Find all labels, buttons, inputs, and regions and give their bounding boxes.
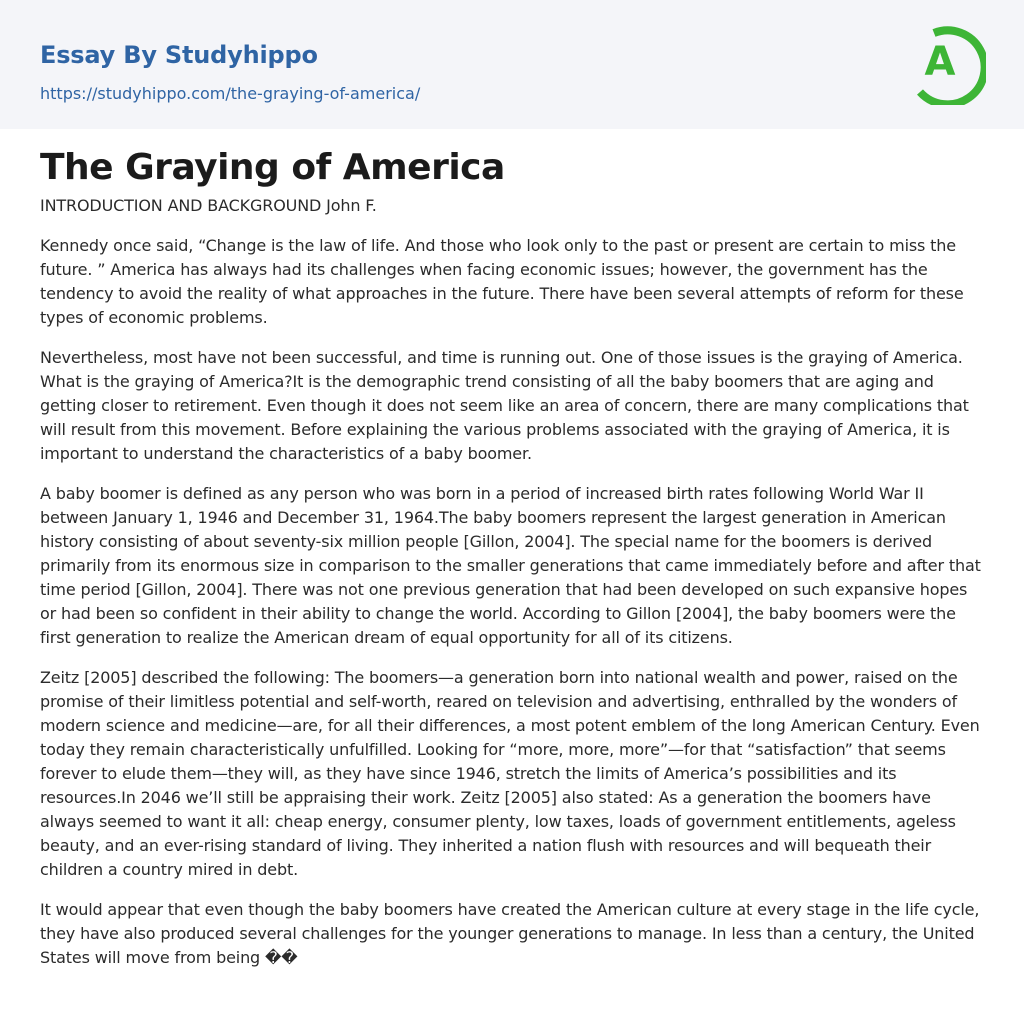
paragraph-5: It would appear that even though the baby boomers have created the American culture at every stage in the life cycle, they have also produced several challenges for the younger generations to manage. In less than a century, the United States will move from being �� — [40, 900, 980, 967]
paragraph-3: A baby boomer is defined as any person who was born in a period of increased birth rates following World War II between January 1, 1946 and December 31, 1964.The baby boomers represent the largest generation in American history consisting of about seventy-six million people [Gillon, 2004]. The special name for the boomers is derived primarily from its enormous size in comparison to the smaller generations that came immediately before and after that time period [Gillon, 2004]. There was not one previous generation that had been developed on such expansive hopes or had been so confident in their ability to change the world. According to Gillon [2004], the baby boomers were the first generation to realize the American dream of equal opportunity for all of its citizens. — [40, 484, 981, 647]
paragraph-4: Zeitz [2005] described the following: The boomers—a generation born into national wealth and power, raised on the promise of their limitless potential and self-worth, reared on television and advertising, enthralled by the wonders of modern science and medicine—are, for all their differences, a most potent emblem of the long American Century. Even today they remain characteristically unfulfilled. Looking for “more, more, more”—for that “satisfaction” that seems forever to elude them—they will, as they have since 1946, stretch the limits of America’s possibilities and its resources.In 2046 we’ll still be appraising their work. Zeitz [2005] also stated: As a generation the boomers have always seemed to want it all: cheap energy, consumer plenty, low taxes, loads of government entitlements, ageless beauty, and an ever-rising standard of living. They inherited a nation flush with resources and will bequeath their children a country mired in debt. — [40, 668, 980, 879]
logo-letter: A — [924, 39, 956, 85]
article-body — [40, 194, 986, 986]
logo-icon — [912, 19, 986, 105]
studyhippo-logo[interactable] — [912, 19, 986, 105]
brand-title[interactable]: Essay By Studyhippo — [40, 41, 318, 69]
paragraph-2: Nevertheless, most have not been successful, and time is running out. One of those issues is the graying of America. What is the graying of America?It is the demographic trend consisting of all the baby boomers that are aging and getting closer to retirement. Even though it does not seem like an area of concern, there are many complications that will result from this movement. Before explaining the various problems associated with the graying of America, it is important to understand the characteristics of a baby boomer. — [40, 348, 969, 463]
intro-line: INTRODUCTION AND BACKGROUND John F. — [40, 196, 377, 215]
paragraph-1: Kennedy once said, “Change is the law of life. And those who look only to the past or present are certain to miss the future. ” America has always had its challenges when facing economic issues; however, the government has the tendency to avoid the reality of what approaches in the future. There have been several attempts of reform for these types of economic problems. — [40, 236, 964, 327]
article-url-link[interactable]: https://studyhippo.com/the-graying-of-america/ — [40, 84, 421, 103]
page-title: The Graying of America — [40, 147, 505, 188]
